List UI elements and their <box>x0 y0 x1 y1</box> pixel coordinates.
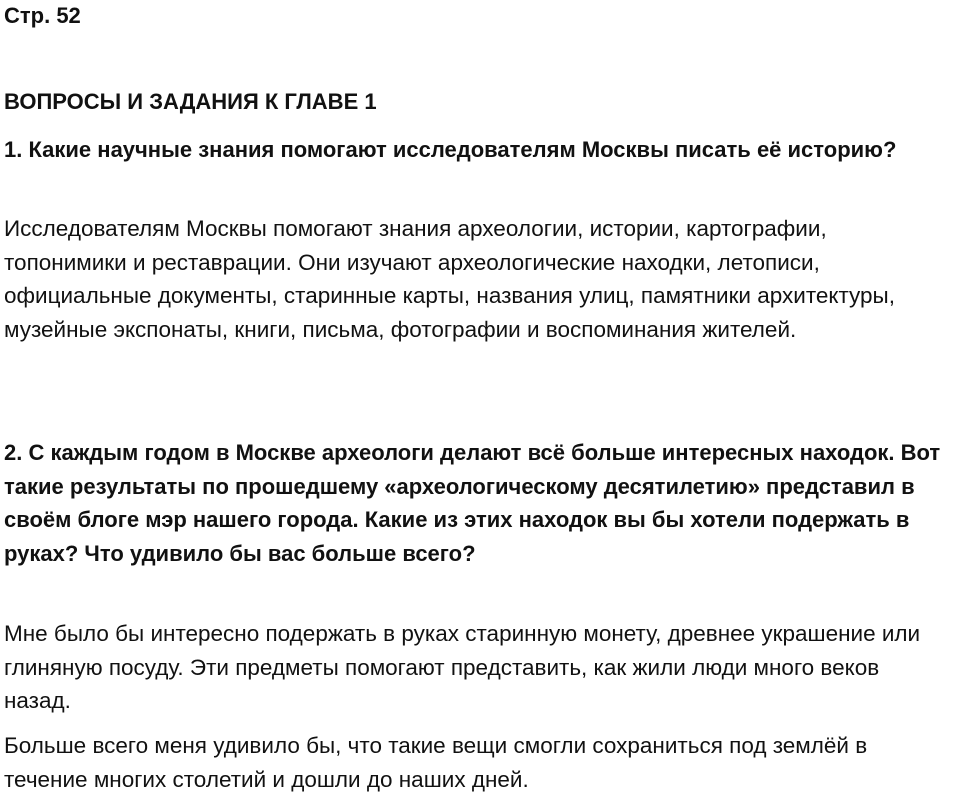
chapter-title: ВОПРОСЫ И ЗАДАНИЯ К ГЛАВЕ 1 <box>4 89 377 114</box>
question-1: 1. Какие научные знания помогают исследователям Москвы писать её историю? <box>4 137 897 162</box>
answer-1: Исследователям Москвы помогают знания археологии, истории, картографии, топонимики и реставрации. Они изучают археологические находки, летописи, официальные документы, старинные карты, названия улиц, памятники архитектуры, музейные экспонаты, книги, письма, фотографии и воспоминания жителей. <box>4 216 895 342</box>
answer-2-paragraph-2: Больше всего меня удивило бы, что такие вещи смогли сохраниться под землёй в течение многих столетий и дошли до наших дней. <box>4 733 868 792</box>
answer-2-paragraph-1: Мне было бы интересно подержать в руках старинную монету, древнее украшение или глиняную посуду. Эти предметы помогают представить, как жили люди много веков назад. <box>4 621 921 714</box>
page-number: Стр. 52 <box>4 3 81 28</box>
question-2: 2. С каждым годом в Москве археологи делают всё больше интересных находок. Вот такие результаты по прошедшему «археологическому десятилетию» представил в своём блоге мэр нашего города. Какие из этих находок вы бы хотели подержать в руках? Что удивило бы вас больше всего? <box>4 440 941 566</box>
